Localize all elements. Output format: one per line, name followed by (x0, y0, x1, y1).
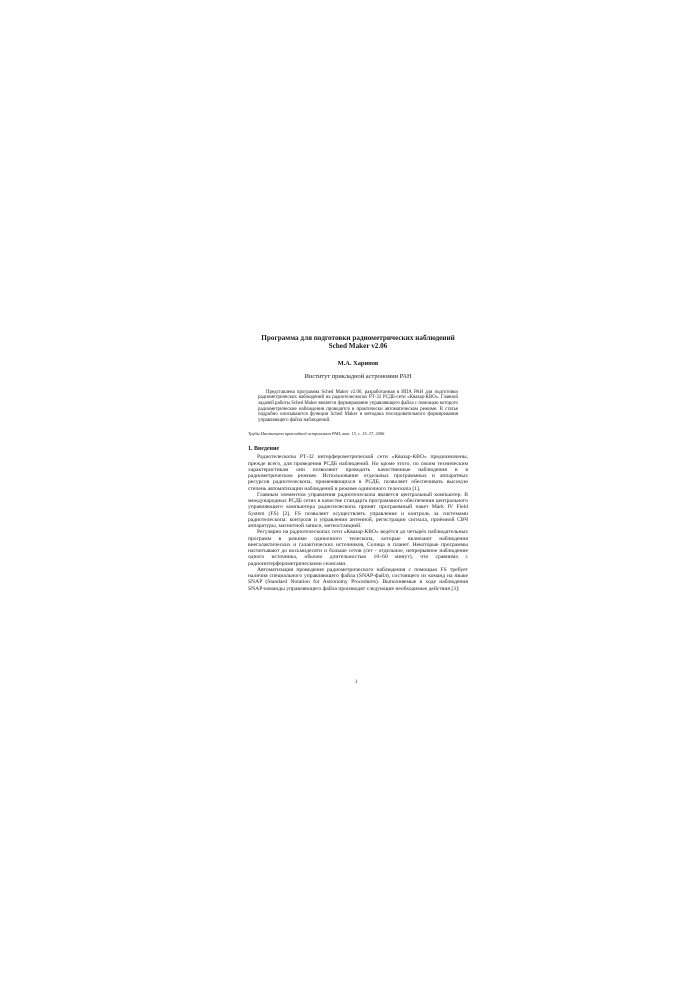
title-line-1: Программа для подготовки радиометрических наблюдений (261, 334, 455, 342)
page-number: 1 (355, 680, 358, 685)
institute-name: Институт прикладной астрономии РАН (304, 372, 412, 380)
abstract-text: Представлена программа Sched Maker v2.06, разработанная в ИПА РАН для подготовки радиометрических наблюдений на радиотелескопах РТ-32 РСДБ-сети «Квазар-КВО». Главной задачей работы Sched Maker является формирование управляющего файла с помощью которого радиометрические наблюдения проводятся в практически автоматическом режиме. В статье подробно описываются функции Sched Maker и методика последовательного формирования управляющего файла наблюдений. (258, 389, 458, 423)
paragraph: Регулярно на радиотелескопах сети «Квазар-КВО» ведётся до четырёх наблюдательных программ в режиме одиночного телескопа, которые включают наблюдения внегалактических и галактических источников, Солнца и планет. Некоторые программы насчитывают до восьмидесяти и больше сетов (сет - отдельное, непрерывное наблюдение одного источника, обычно длительностью 10÷60 минут), что сравнимо с радиоинтерферометрическими сеансами. (248, 529, 468, 567)
paragraph: Автоматизация проведения радиометрического наблюдения с помощью FS требует наличия специального управляющего файла (SNAP-файл), состоящего из команд на языке SNAP (Standard Notation for Astronomy Procedures). Выполняемые в ходе наблюдения SNAP-команды управляющего файла производят следующие необходимые действия [3]: (248, 566, 468, 592)
paragraph: Главным элементом управления радиотелескопа является центральный компьютер. В международных РСДБ сетях в качестве стандарта программного обеспечения центрального управляющего компьютера радиотелескопа принят программный пакет Mark IV Field System (FS) [2]. FS позволяет осуществлять управление и контроль за системами радиотелескопа: контроля и управления антенной, регистрации сигнала, приёмной СВЧ аппаратуры, магнитной записи, метеостанцией. (248, 491, 468, 530)
paper-page (248, 334, 468, 592)
paragraph: Радиотелескопы РТ-32 интерферометрической сети «Квазар-КВО» предназначены, прежде всего, для проведения РСДБ наблюдений. Но кроме этого, по своим техническим характеристикам они позволяют проводить качественные наблюдения и в радиометрическом режиме. Использование отдельных программных и аппаратных ресурсов радиотелескопа, применяющихся в РСДБ, позволяет обеспечивать высокую степень автоматизации наблюдений в режиме одиночного телескопа [1]. (248, 454, 468, 492)
paper-title (248, 334, 468, 351)
citation: Труды Института прикладной астрономии РАН, вып. 15, с. 15–37, 2006. (248, 431, 386, 437)
abstract (258, 390, 458, 424)
title-line-2: Sched Maker v2.06 (328, 342, 388, 351)
body-text (248, 454, 468, 592)
author-name: М.А. Харинов (337, 359, 379, 367)
section-heading: 1. Введение (248, 446, 280, 453)
